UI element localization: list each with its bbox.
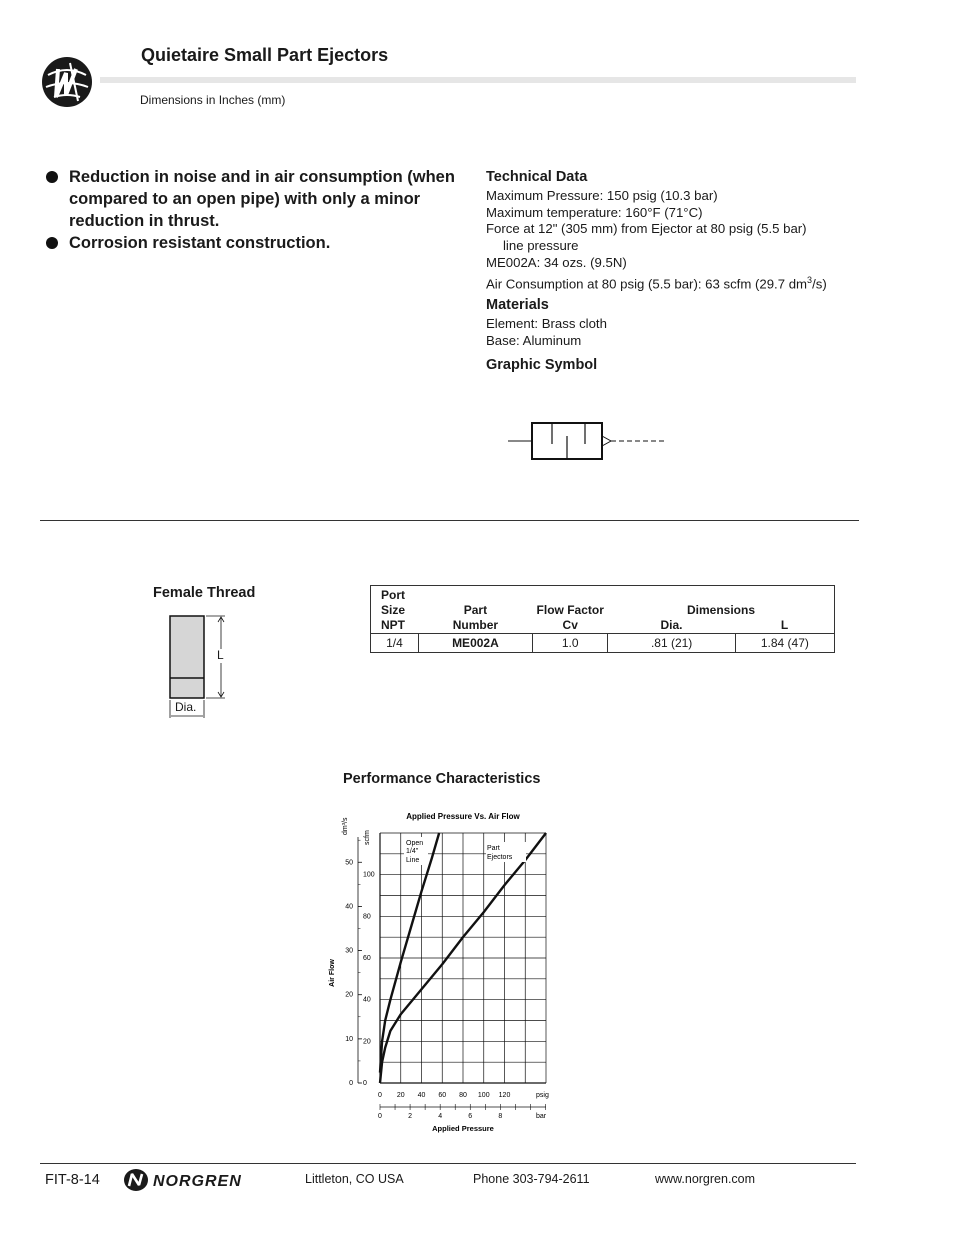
tick-label: 6	[468, 1113, 473, 1120]
tick-label: 0	[378, 1092, 382, 1099]
superscript: 3	[807, 274, 813, 285]
header-text: Flow Factor	[536, 603, 604, 617]
header-text: Port	[381, 588, 405, 602]
performance-heading: Performance Characteristics	[343, 771, 541, 787]
tick-label: 60	[363, 955, 371, 962]
page-subtitle: Dimensions in Inches (mm)	[140, 93, 286, 107]
series-label-text: Line	[406, 857, 420, 864]
cell-part-number: ME002A	[418, 634, 532, 653]
series-label-part	[486, 842, 526, 862]
bullet-dot	[46, 171, 58, 183]
footer-website[interactable]: www.norgren.com	[655, 1172, 756, 1186]
table-header-row	[371, 586, 835, 634]
header-text: Cv	[562, 618, 578, 632]
x-unit-bar: bar	[536, 1113, 547, 1120]
spec-line: Maximum Pressure: 150 psig (10.3 bar)	[486, 187, 718, 203]
spec-line: Force at 12" (305 mm) from Ejector at 80 psig (5.5 bar)	[486, 221, 807, 237]
header-text: Dimensions	[686, 603, 755, 617]
header-text: Number	[452, 618, 499, 632]
x-axis-label: Applied Pressure	[432, 1124, 494, 1133]
spec-line	[486, 272, 886, 293]
female-thread-drawing	[165, 612, 235, 720]
tick-label: 20	[345, 991, 353, 999]
tick-label: 30	[345, 947, 353, 955]
graphic-symbol-heading: Graphic Symbol	[486, 357, 598, 374]
norgren-globe-logo	[40, 55, 94, 109]
feature-bullet	[44, 166, 464, 232]
length-label: L	[217, 648, 224, 662]
x-unit-psig: psig	[536, 1092, 549, 1099]
header-text: Size	[381, 603, 406, 617]
x-axis-bar	[378, 1104, 546, 1120]
tick-label: 40	[345, 903, 353, 911]
technical-data-section	[486, 169, 886, 376]
tick-label: 10	[345, 1035, 353, 1043]
tick-label: 40	[363, 996, 371, 1004]
page-title: Quietaire Small Part Ejectors	[141, 45, 389, 65]
materials-heading: Materials	[486, 296, 549, 313]
column-header	[532, 586, 608, 634]
footer-location: Littleton, CO USA	[305, 1172, 404, 1186]
tick-label: 4	[438, 1113, 443, 1120]
y-axis-dm3s	[345, 837, 362, 1087]
cell-cv: 1.0	[532, 634, 608, 653]
tick-label: 0	[349, 1080, 353, 1087]
y-axis-scfm	[363, 872, 375, 1087]
female-thread-heading: Female Thread	[153, 585, 256, 601]
tick-label: 8	[498, 1113, 503, 1120]
graphic-symbol-diagram	[505, 420, 670, 465]
tick-label: 20	[363, 1038, 371, 1046]
dimensions-table	[370, 585, 835, 653]
series-label-open	[404, 837, 428, 865]
footer-phone: Phone 303-794-2611	[473, 1172, 590, 1186]
norgren-footer-logo	[123, 1168, 259, 1192]
header-text: Dia.	[660, 618, 683, 632]
tick-label: 100	[363, 871, 375, 879]
tick-label: 50	[345, 859, 353, 867]
tick-label: 60	[438, 1092, 447, 1099]
header-text: L	[780, 618, 789, 632]
tick-label: 120	[498, 1092, 511, 1099]
series-label-text: Part	[487, 845, 500, 852]
tick-label: 0	[378, 1113, 382, 1120]
cell-length: 1.84 (47)	[735, 634, 834, 653]
spec-line-text: /s)	[812, 276, 827, 292]
spec-line: ME002A: 34 ozs. (9.5N)	[486, 254, 627, 270]
bullet-text: Corrosion resistant construction.	[69, 234, 331, 252]
bullet-text: Reduction in noise and in air consumption (when compared to an open pipe) with only a minor reduction in thrust.	[69, 168, 455, 230]
header-text: Part	[463, 603, 488, 617]
tick-label: 100	[477, 1092, 490, 1099]
cell-dia: .81 (21)	[608, 634, 735, 653]
spec-line-text: Air Consumption at 80 psig (5.5 bar): 63 scfm (29.7 dm	[486, 276, 808, 292]
tick-label: 40	[417, 1092, 426, 1099]
series-label-text: 1/4"	[406, 848, 419, 855]
tick-label: 80	[459, 1092, 467, 1099]
tick-label: 2	[408, 1113, 413, 1120]
page-number: FIT-8-14	[45, 1172, 100, 1188]
y-unit-scfm: scfm	[364, 830, 371, 845]
title-underline-bar	[100, 77, 856, 83]
feature-bullets	[44, 166, 464, 254]
chart-title: Applied Pressure Vs. Air Flow	[406, 812, 520, 821]
series-label-text: Open	[406, 840, 424, 847]
y-unit-dm3s: dm³/s	[342, 817, 349, 835]
series-label-text: Ejectors	[487, 854, 513, 861]
column-header	[608, 586, 835, 634]
column-header	[371, 586, 419, 634]
spec-line: Maximum temperature: 160°F (71°C)	[486, 204, 703, 220]
tick-label: 20	[396, 1092, 405, 1099]
performance-chart	[320, 805, 560, 1137]
material-line: Base: Aluminum	[486, 332, 582, 348]
tick-label: 0	[363, 1080, 367, 1087]
feature-bullet	[44, 232, 464, 254]
technical-data-heading: Technical Data	[486, 169, 588, 185]
tick-label: 80	[363, 913, 371, 921]
column-header	[418, 586, 532, 634]
chart-grid	[380, 833, 546, 1083]
brand-wordmark: NORGREN	[153, 1173, 242, 1190]
footer-divider	[40, 1163, 856, 1164]
header-text: NPT	[381, 618, 405, 632]
y-axis-label: Air Flow	[329, 959, 336, 987]
bullet-dot	[46, 237, 58, 249]
spec-line: line pressure	[503, 238, 579, 254]
material-line: Element: Brass cloth	[486, 315, 607, 331]
section-divider	[40, 520, 859, 521]
table-row	[371, 634, 835, 653]
cell-port: 1/4	[371, 634, 419, 653]
x-axis-psig	[378, 1092, 510, 1099]
diameter-label: Dia.	[175, 700, 197, 714]
